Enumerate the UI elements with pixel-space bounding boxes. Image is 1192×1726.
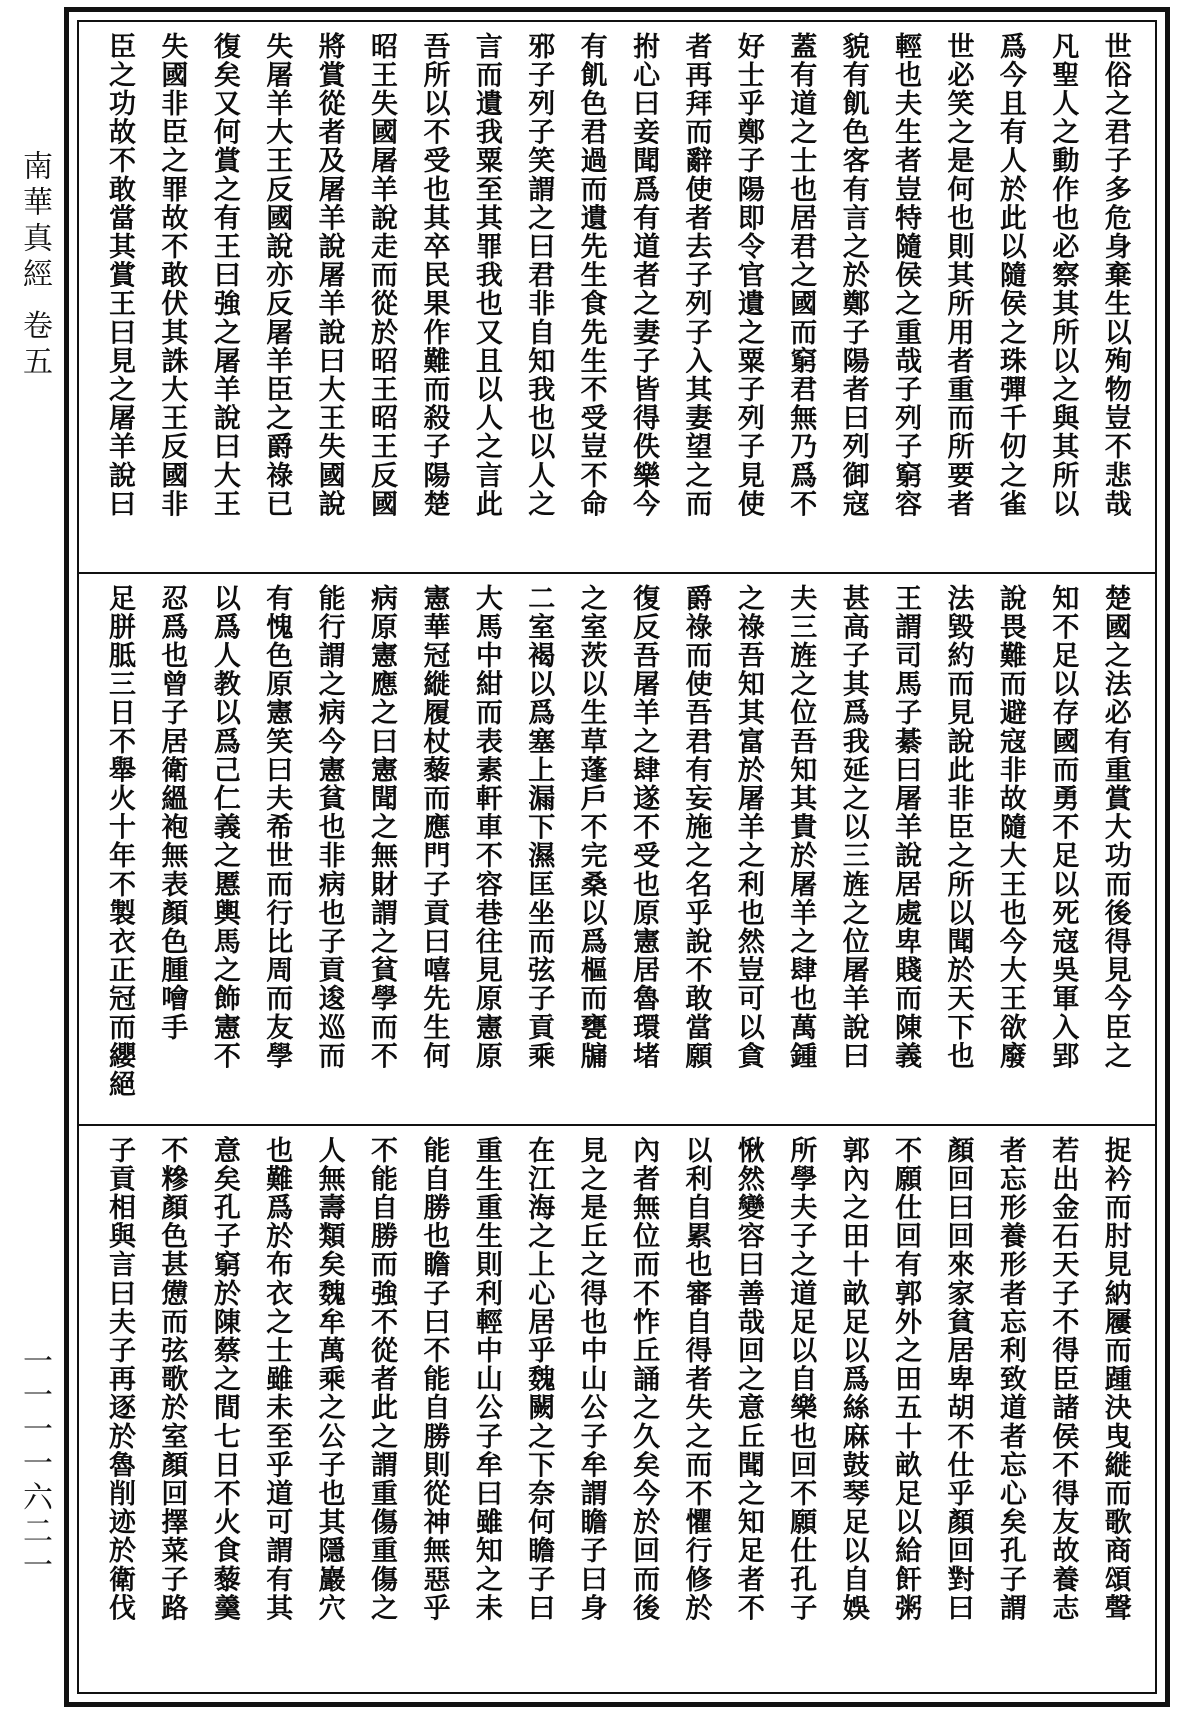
text-column: 將賞從者及屠羊說屠羊說曰大王失國說 — [313, 32, 345, 519]
text-column: 蓋有道之士也居君之國而窮君無乃爲不 — [785, 32, 817, 519]
text-column: 復反吾屠羊之肆遂不受也原憲居魯環堵 — [628, 584, 660, 1071]
text-column: 有愧色原憲笑曰夫希世而行比周而友學 — [261, 584, 293, 1071]
text-column: 所學夫子之道足以自樂也回不願仕孔子 — [785, 1136, 817, 1623]
text-column: 之祿吾知其富於屠羊之利也然豈可以貪 — [732, 584, 764, 1071]
text-column: 足胼胝三日不舉火十年不製衣正冠而纓絕 — [104, 584, 135, 1099]
text-column: 言而遺我粟至其罪我也又且以人之言此 — [470, 32, 502, 519]
text-column: 凡聖人之動作也必察其所以之與其所以 — [1047, 32, 1079, 519]
page-frame — [64, 7, 1170, 1707]
text-column: 大馬中紺而表素軒車不容巷往見原憲原 — [470, 584, 502, 1071]
text-column: 爵祿而使吾君有妄施之名乎說不敢當願 — [680, 584, 712, 1071]
text-column: 說畏難而避寇非故隨大王也今大王欲廢 — [994, 584, 1026, 1071]
margin-page-number: 一一一一六二一 — [17, 1345, 52, 1583]
text-column: 重生重生則利輕中山公子牟曰雖知之未 — [470, 1136, 502, 1623]
page-frame-inner — [77, 20, 1157, 1694]
text-column: 世俗之君子多危身棄生以殉物豈不悲哉 — [1099, 32, 1131, 519]
text-column: 失國非臣之罪故不敢伏其誅大王反國非 — [156, 32, 188, 519]
text-column: 楚國之法必有重賞大功而後得見今臣之 — [1099, 584, 1131, 1071]
text-column: 不願仕回有郭外之田五十畝足以給飦粥 — [890, 1136, 922, 1623]
text-column: 也難爲於布衣之士雖未至乎道可謂有其 — [261, 1136, 293, 1623]
text-column: 有飢色君過而遺先生食先生不受豈不命 — [575, 32, 607, 519]
text-column: 二室褐以爲塞上漏下濕匡坐而弦子貢乘 — [523, 584, 555, 1071]
text-column: 拊心曰妾聞爲有道者之妻子皆得佚樂今 — [628, 32, 660, 519]
text-column: 昭王失國屠羊說走而從於昭王昭王反國 — [366, 32, 398, 519]
text-column: 輕也夫生者豈特隨侯之重哉子列子窮容 — [890, 32, 922, 519]
text-column: 以爲人教以爲己仁義之慝輿馬之飾憲不 — [208, 584, 240, 1071]
text-column: 之室茨以生草蓬戶不完桑以爲樞而甕牖 — [575, 584, 607, 1071]
text-column: 病原憲應之曰憲聞之無財謂之貧學而不 — [366, 584, 398, 1071]
text-column: 王謂司馬子綦曰屠羊說居處卑賤而陳義 — [890, 584, 922, 1071]
text-column: 以利自累也審自得者失之而不懼行修於 — [680, 1136, 712, 1623]
text-column: 爲今且有人於此以隨侯之珠彈千仞之雀 — [994, 32, 1026, 519]
text-column: 意矣孔子窮於陳蔡之間七日不火食藜羹 — [208, 1136, 240, 1623]
text-column: 顏回曰回來家貧居卑胡不仕乎顏回對曰 — [942, 1136, 974, 1623]
text-column: 內者無位而不怍丘誦之久矣今於回而後 — [628, 1136, 660, 1623]
text-column: 失屠羊大王反國說亦反屠羊臣之爵祿已 — [261, 32, 293, 519]
text-column: 愀然變容曰善哉回之意丘聞之知足者不 — [732, 1136, 764, 1623]
text-column: 者再拜而辭使者去子列子入其妻望之而 — [680, 32, 712, 519]
text-column: 者忘形養形者忘利致道者忘心矣孔子謂 — [994, 1136, 1026, 1623]
text-column: 貌有飢色客有言之於鄭子陽者曰列御寇 — [837, 32, 869, 519]
text-column: 能行謂之病今憲貧也非病也子貢逡巡而 — [313, 584, 345, 1071]
text-column: 忍爲也曾子居衛縕袍無表顏色腫噲手 — [156, 584, 188, 1042]
text-column: 法毀約而見說此非臣之所以聞於天下也 — [942, 584, 974, 1071]
text-column: 若出金石天子不得臣諸侯不得友故養志 — [1047, 1136, 1079, 1623]
text-register-bottom — [79, 1126, 1155, 1686]
text-column: 夫三旌之位吾知其貴於屠羊之肆也萬鍾 — [785, 584, 817, 1071]
text-column: 在江海之上心居乎魏闕之下奈何瞻子曰 — [523, 1136, 555, 1623]
text-column: 吾所以不受也其卒民果作難而殺子陽楚 — [418, 32, 450, 519]
text-column: 子貢相與言曰夫子再逐於魯削迹於衛伐 — [104, 1136, 135, 1623]
text-column: 捉衿而肘見納屨而踵決曳縰而歌商頌聲 — [1099, 1136, 1131, 1623]
text-column: 知不足以存國而勇不足以死寇吳軍入郢 — [1047, 584, 1079, 1071]
text-column: 人無壽類矣魏牟萬乘之公子也其隱巖穴 — [313, 1136, 345, 1623]
text-register-middle — [79, 574, 1155, 1126]
text-column: 不能自勝而強不從者此之謂重傷重傷之 — [366, 1136, 398, 1623]
text-column: 世必笑之是何也則其所用者重而所要者 — [942, 32, 974, 519]
margin-book-title: 南華真經 卷五 — [17, 150, 52, 382]
text-column: 見之是丘之得也中山公子牟謂瞻子曰身 — [575, 1136, 607, 1623]
text-column: 邪子列子笑謂之曰君非自知我也以人之 — [523, 32, 555, 519]
text-column: 能自勝也瞻子曰不能自勝則從神無惡乎 — [418, 1136, 450, 1623]
text-column: 憲華冠縰履杖藜而應門子貢曰嘻先生何 — [418, 584, 450, 1071]
text-column: 復矣又何賞之有王曰強之屠羊說曰大王 — [208, 32, 240, 519]
text-column: 好士乎鄭子陽即令官遺之粟子列子見使 — [732, 32, 764, 519]
text-column: 甚高子其爲我延之以三旌之位屠羊說曰 — [837, 584, 869, 1071]
text-column: 不糝顏色甚憊而弦歌於室顏回擇菜子路 — [156, 1136, 188, 1623]
text-column: 臣之功故不敢當其賞王曰見之屠羊說曰 — [104, 32, 135, 519]
text-column: 郭內之田十畝足以爲絲麻鼓琴足以自娛 — [837, 1136, 869, 1623]
text-register-top — [79, 22, 1155, 574]
